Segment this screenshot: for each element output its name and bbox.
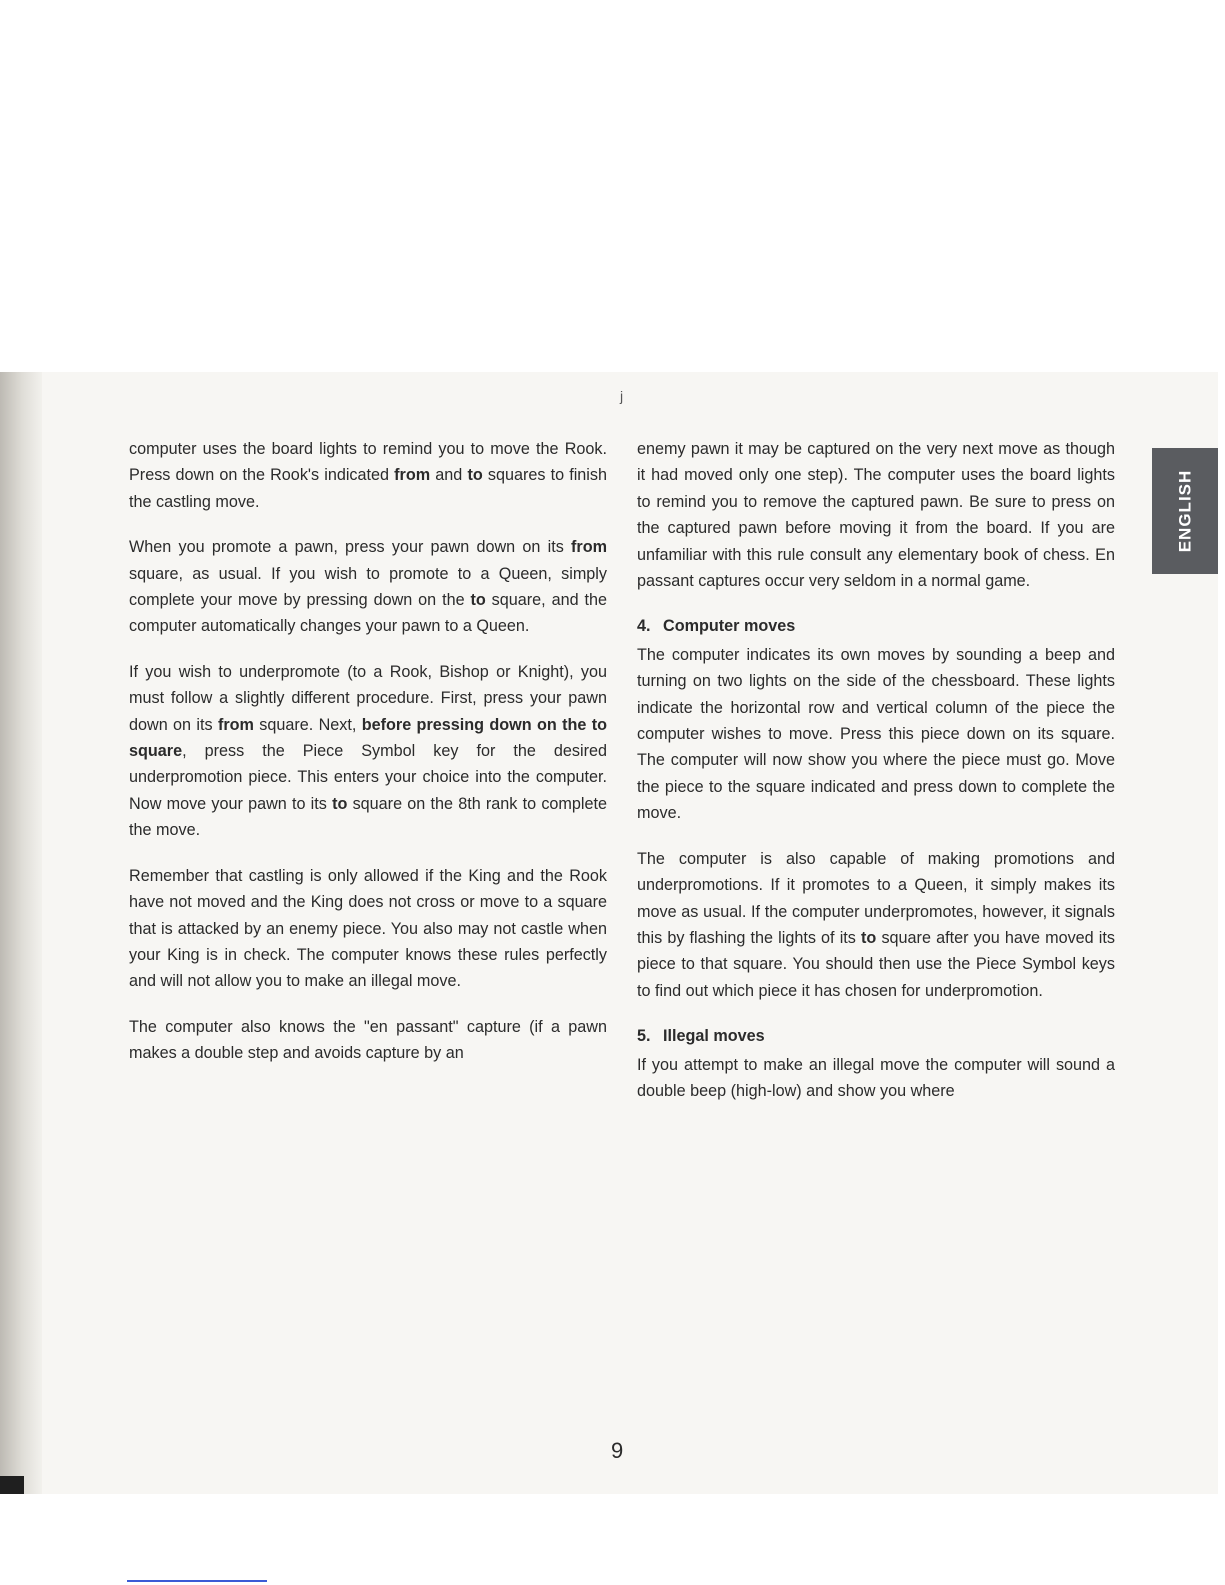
left-column	[129, 436, 607, 1086]
paragraph-illegal-moves: If you attempt to make an illegal move the computer will sound a double beep (high-low) and show you where	[637, 1055, 1115, 1100]
book-spine-edge	[0, 1476, 24, 1494]
paragraph-computer-promotions: The computer is also capable of making promotions and underpromotions. If it promotes to a Queen, it simply makes its move as usual. If the computer underpromotes, however, it signals this by flashing the lights of its to square after you have moved its piece to that square. You should then use the Piece Symbol keys to find out which piece it has chosen for underpromotion.	[637, 849, 1115, 1000]
paragraph-underpromotion: If you wish to underpromote (to a Rook, Bishop or Knight), you must follow a slightly different procedure. First, press your pawn down on its from square. Next, before pressing down on the to square, press the Piece Symbol key for the desired underpromotion piece. This enters your choice into the computer. Now move your pawn to its to square on the 8th rank to complete the move.	[129, 662, 607, 840]
section-heading-computer-moves: 4. Computer moves	[637, 617, 796, 636]
book-spine-shadow	[0, 372, 42, 1494]
section-heading-illegal-moves: 5. Illegal moves	[637, 1027, 765, 1046]
top-mark: j	[620, 388, 624, 404]
paragraph-en-passant: The computer also knows the "en passant" capture (if a pawn makes a double step and avoids capture by an	[129, 1017, 607, 1063]
language-tab-label: ENGLISH	[1175, 469, 1194, 553]
paragraph-castling-rules: Remember that castling is only allowed if the King and the Rook have not moved and the King does not cross or move to a square that is attacked by an enemy piece. You also may not castle when your King is in check. The computer knows these rules perfectly and will not allow you to make an illegal move.	[129, 866, 607, 991]
paragraph-computer-moves: The computer indicates its own moves by sounding a beep and turning on two lights on the side of the chessboard. These lights indicate the horizontal row and vertical column of the piece the computer wishes to move. Press this piece down on its square. The computer will now show you where the piece must go. Move the piece to the square indicated and press down to complete the move.	[637, 645, 1115, 823]
bottom-underline	[127, 1580, 267, 1582]
language-tab-label-box	[1152, 448, 1218, 574]
paragraph-promotion: When you promote a pawn, press your pawn down on its from square, as usual. If you wish to promote to a Queen, simply complete your move by pressing down on the to square, and the computer automatically changes your pawn to a Queen.	[129, 538, 608, 636]
page-number: 9	[611, 1438, 624, 1463]
paragraph-castling: computer uses the board lights to remind you to move the Rook. Press down on the Rook's indicated from and to squares to finish the castling move.	[129, 440, 607, 511]
paragraph-en-passant-continued: enemy pawn it may be captured on the very next move as though it had moved only one step). The computer uses the board lights to remind you to remove the captured pawn. Be sure to press on the captured pawn before moving it from the board. If you are unfamiliar with this rule consult any elementary book of chess. En passant captures occur very seldom in a normal game.	[637, 440, 1115, 591]
right-column	[637, 436, 1115, 1123]
